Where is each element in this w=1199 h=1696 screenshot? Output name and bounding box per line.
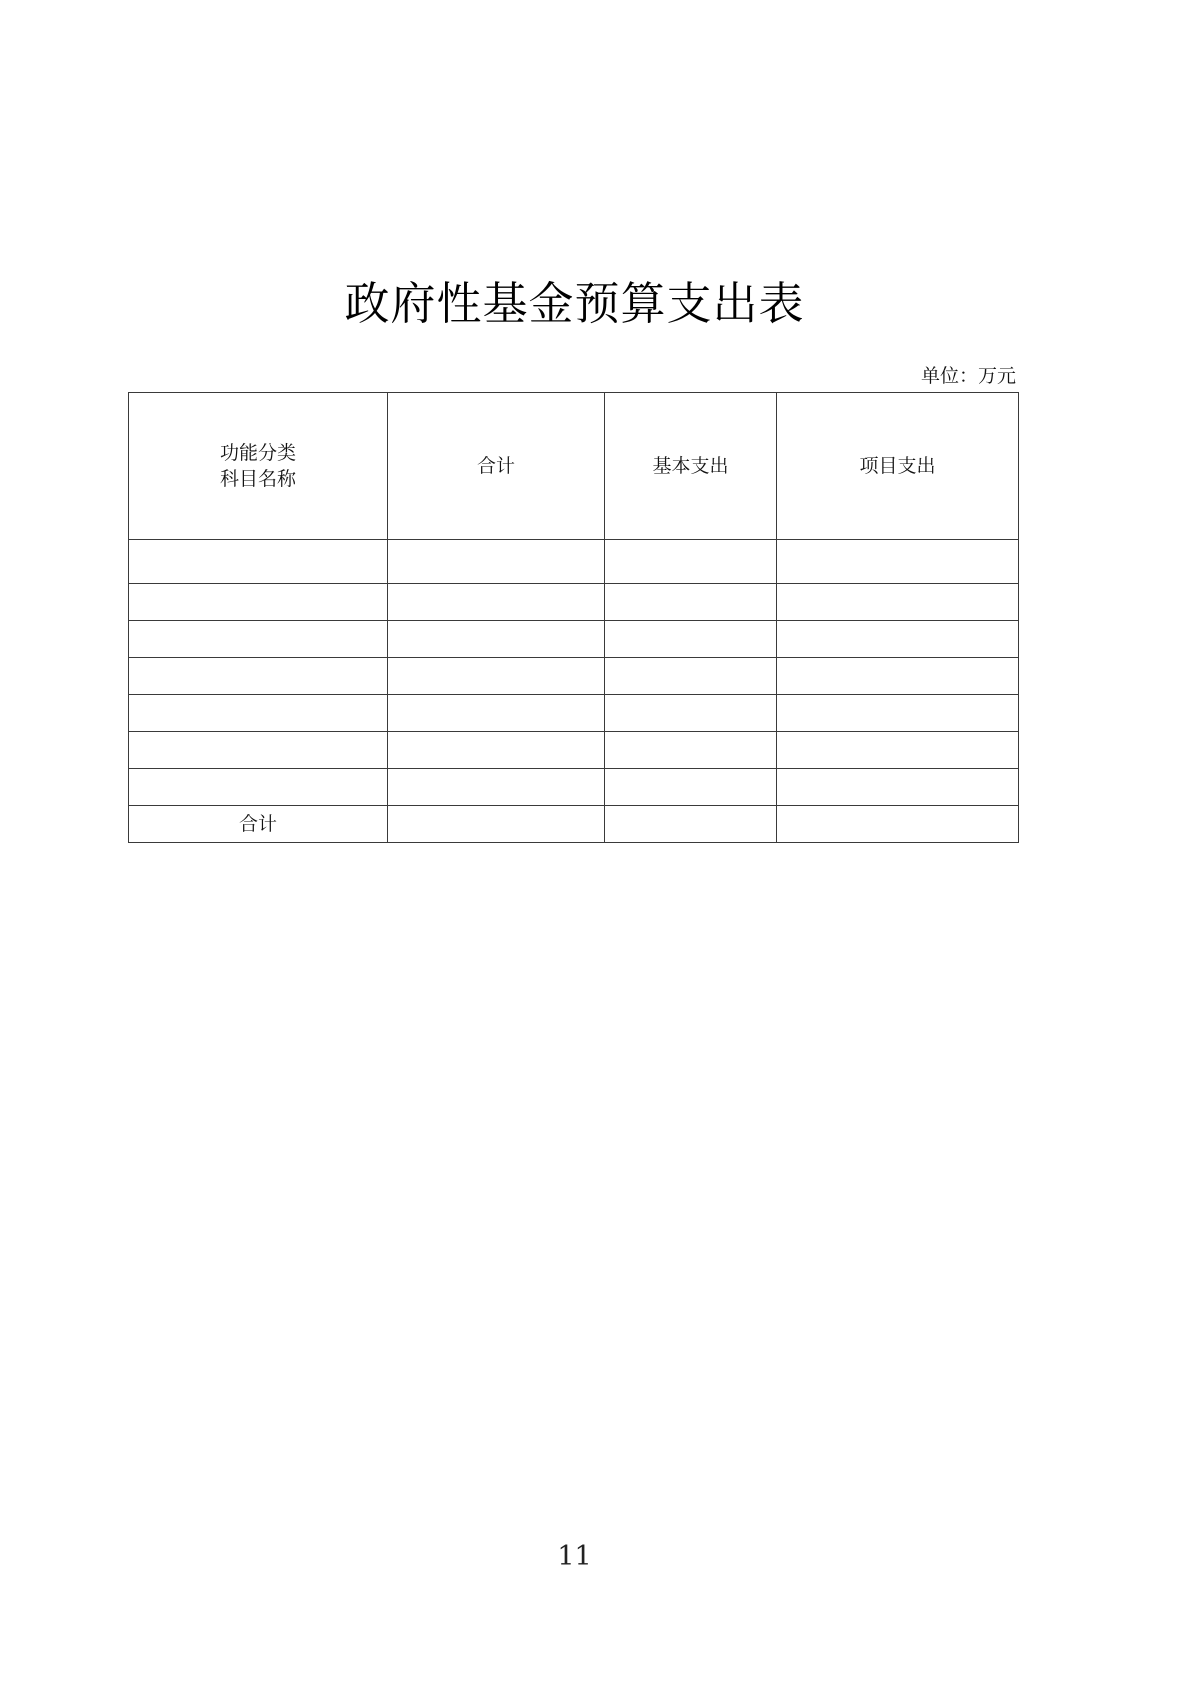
table-cell bbox=[388, 695, 605, 732]
table-cell bbox=[777, 695, 1019, 732]
total-row-cell bbox=[605, 806, 777, 843]
table-cell bbox=[388, 769, 605, 806]
table-row bbox=[129, 658, 1019, 695]
total-row-label: 合计 bbox=[129, 806, 388, 843]
budget-expenditure-table bbox=[128, 392, 1019, 843]
table-cell bbox=[388, 658, 605, 695]
table-cell bbox=[129, 695, 388, 732]
table-cell bbox=[605, 658, 777, 695]
header-functional-category-line2: 科目名称 bbox=[219, 468, 296, 490]
header-project-expenditure: 项目支出 bbox=[777, 393, 1019, 540]
table-cell bbox=[129, 732, 388, 769]
table-cell bbox=[777, 540, 1019, 584]
table-cell bbox=[605, 695, 777, 732]
total-row-cell bbox=[388, 806, 605, 843]
table-row bbox=[129, 732, 1019, 769]
table-cell bbox=[605, 584, 777, 621]
table-cell bbox=[605, 540, 777, 584]
table-row bbox=[129, 621, 1019, 658]
header-functional-category bbox=[129, 393, 388, 540]
header-total: 合计 bbox=[388, 393, 605, 540]
table-row bbox=[129, 584, 1019, 621]
table-cell bbox=[605, 769, 777, 806]
table-header-row bbox=[129, 393, 1019, 540]
table-cell bbox=[605, 732, 777, 769]
table-row bbox=[129, 695, 1019, 732]
page-number: 11 bbox=[557, 1541, 592, 1572]
header-basic-expenditure: 基本支出 bbox=[605, 393, 777, 540]
table-total-row bbox=[129, 806, 1019, 843]
unit-note: 单位：万元 bbox=[920, 365, 1016, 387]
header-functional-category-line1: 功能分类 bbox=[219, 442, 296, 464]
table-row bbox=[129, 769, 1019, 806]
table-cell bbox=[388, 540, 605, 584]
table-cell bbox=[777, 584, 1019, 621]
table-cell bbox=[777, 732, 1019, 769]
page-title: 政府性基金预算支出表 bbox=[344, 277, 805, 330]
total-row-cell bbox=[777, 806, 1019, 843]
table-cell bbox=[388, 732, 605, 769]
table-cell bbox=[388, 621, 605, 658]
table-cell bbox=[388, 584, 605, 621]
table-cell bbox=[129, 540, 388, 584]
table-cell bbox=[129, 769, 388, 806]
table-cell bbox=[129, 658, 388, 695]
table-cell bbox=[605, 621, 777, 658]
table-cell bbox=[777, 769, 1019, 806]
table-cell bbox=[777, 621, 1019, 658]
table-cell bbox=[777, 658, 1019, 695]
table-cell bbox=[129, 584, 388, 621]
table-row bbox=[129, 540, 1019, 584]
table-cell bbox=[129, 621, 388, 658]
